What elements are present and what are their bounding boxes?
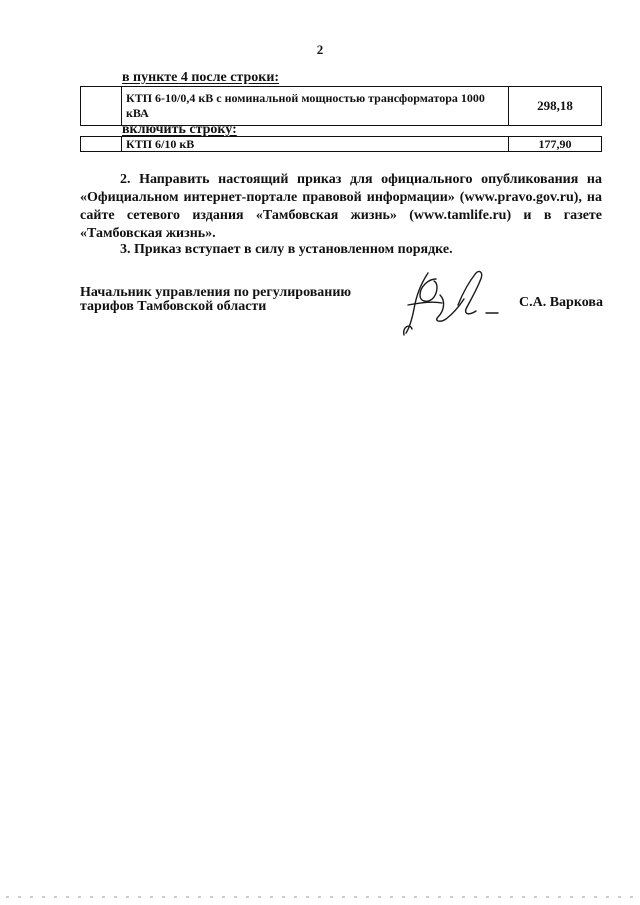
section-caption-after-row: в пункте 4 после строки: (122, 70, 280, 85)
row-value-cell: 177,90 (509, 137, 602, 152)
paragraph-publication: 2. Направить настоящий приказ для официального опубликования на «Официальном интернет-портале правовой информации» (www.pravo.gov.ru), на сайте сетевого издания «Тамбовская жизнь» (www.tamlife.ru) и в газете «Тамбовская жизнь». (80, 172, 602, 241)
tariff-table-new (80, 136, 602, 152)
scan-edge-artifact (0, 895, 640, 899)
tariff-table-existing (80, 86, 602, 126)
row-name-cell: КТП 6-10/0,4 кВ с номинальной мощностью трансформатора 1000 кВА (122, 87, 509, 126)
section-caption-include-row: включить строку: (122, 122, 237, 137)
row-value-cell: 298,18 (509, 87, 602, 126)
handwritten-signature (398, 265, 508, 340)
signer-position-line-1: Начальник управления по регулированию (80, 285, 352, 300)
page-number: 2 (316, 42, 324, 57)
row-name-cell: КТП 6/10 кВ (122, 137, 509, 152)
signer-position-line-2: тарифов Тамбовской области (80, 299, 267, 314)
table-row (81, 87, 602, 126)
signer-name: С.А. Варкова (519, 295, 603, 310)
table-row (81, 137, 602, 152)
signer-position (80, 286, 351, 314)
row-number-cell (81, 137, 122, 152)
paragraph-entry-into-force: 3. Приказ вступает в силу в установленном порядке. (120, 242, 453, 257)
row-number-cell (81, 87, 122, 126)
